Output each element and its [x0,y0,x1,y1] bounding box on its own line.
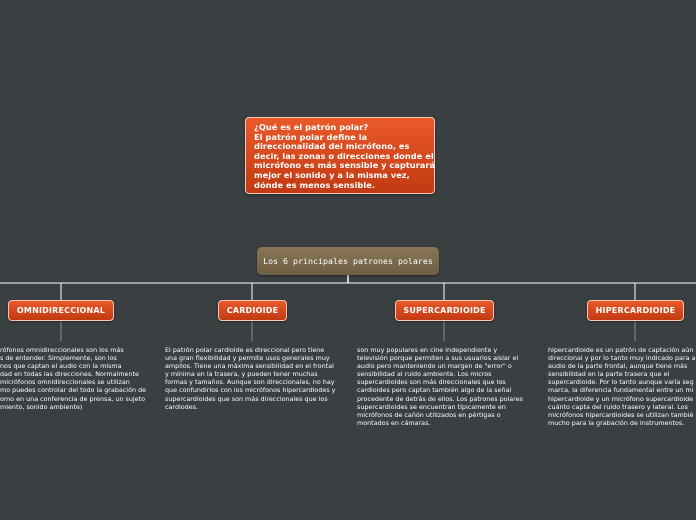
node-label: HIPERCARDIOIDE [595,306,676,315]
description-line: que confundirlos con los micrófonos hipercardiodes y [165,386,336,395]
question-line: decir, las zonas o direcciones donde el [254,150,434,161]
question-node[interactable] [245,117,435,194]
description-line: cardiodes. [165,402,199,411]
description-line: sensibilidad al ruido ambiente. Los micros [357,370,492,379]
description-line: son muy populares en cine independiente y [357,346,498,354]
description-line: micrófonos hipercardioides se utilizan tambié [548,410,694,419]
description-supercardioide [357,346,537,427]
question-line: direccionalidad del micrófono, es [254,141,410,152]
description-line: hipercardioide es un patrón de captación aún [548,346,694,354]
description-line: El patrón polar cardioide es direccional pero tiene [165,346,325,354]
node-hipercardioide[interactable] [587,300,684,321]
description-line: televisión porque permiten a sus usuarios aislar el [357,354,519,363]
description-line: mo puedes controlar del todo la grabación de [0,386,147,395]
description-line: omo en una conferencia de prensa, un sujeto [0,394,145,403]
description-line: micrófonos omnidireccionales se utilizan [0,378,130,387]
description-line: amplios. Tiene una máxima sensibilidad en el frontal [165,362,334,371]
description-line: nos que captan el audio con la misma [0,362,122,371]
description-line: una gran flexibilidad y permite usos generales muy [165,354,330,363]
main-topic-label: Los 6 principales patrones polares [263,256,433,266]
description-line: dad en todas las direcciones. Normalmente [0,370,139,379]
description-cardioide [165,346,345,411]
description-line: s de entender. Simplemente, son los [0,354,117,363]
description-line: hipercardioide y un micrófono supercardioide [548,394,694,403]
description-line: marca, la diferencia fundamental entre un mi [548,386,694,395]
description-line: miento, sonido ambiente) [0,402,83,411]
description-line: y mínima en la trasera, y pueden tener muchas [165,370,318,379]
description-line: audio pero manteniendo un margen de "error" o [357,362,512,371]
description-hipercardioide [548,346,696,427]
question-line: mejor el sonido y a la misma vez, [254,169,410,180]
description-line: cardioides pero captan también algo de la señal [357,386,512,395]
node-cardioide[interactable] [218,300,287,321]
node-label: SUPERCARDIOIDE [403,306,486,315]
node-label: CARDIOIDE [226,306,279,315]
description-line: mucho para la grabación de instrumentos. [548,418,685,427]
description-line: supercardioides son más direccionales que los [357,378,506,387]
description-line: audio de la parte frontal, aunque tiene más [548,362,688,371]
description-line: montados en cámaras. [357,418,431,427]
description-line: sensibilidad en la parte trasera que el [548,370,670,379]
description-line: direccional y por lo tanto muy indicado para a [548,354,696,363]
description-line: cuánto capta del ruido trasero y lateral. Los [548,402,688,411]
main-topic-node[interactable] [257,247,439,275]
description-line: supercardioide. Por lo tanto aunque varía seg [548,378,694,387]
description-line: micrófonos de cañón utilizados en pértigas o [357,410,501,419]
description-line: rófonos omnidireccionales son los más [0,346,124,354]
question-line: dónde es menos sensible. [254,179,375,190]
node-omnidireccional[interactable] [8,300,114,321]
node-label: OMNIDIRECCIONAL [16,306,106,315]
description-line: formas y tamaños. Aunque son direccionales, no hay [165,378,335,387]
question-line: ¿Qué es el patrón polar? [254,122,369,132]
node-supercardioide[interactable] [395,300,494,321]
description-line: procedente de detrás de ellos. Los patrones polares [357,394,523,403]
description-line: supercardioides que son más direccionales que los [165,394,328,403]
description-omnidireccional [0,346,180,411]
question-line: El patrón polar define la [254,131,368,142]
question-line: micrófono es más sensible y capturará [254,160,436,171]
description-line: supercardioides se encuentran típicamente en [357,402,506,411]
